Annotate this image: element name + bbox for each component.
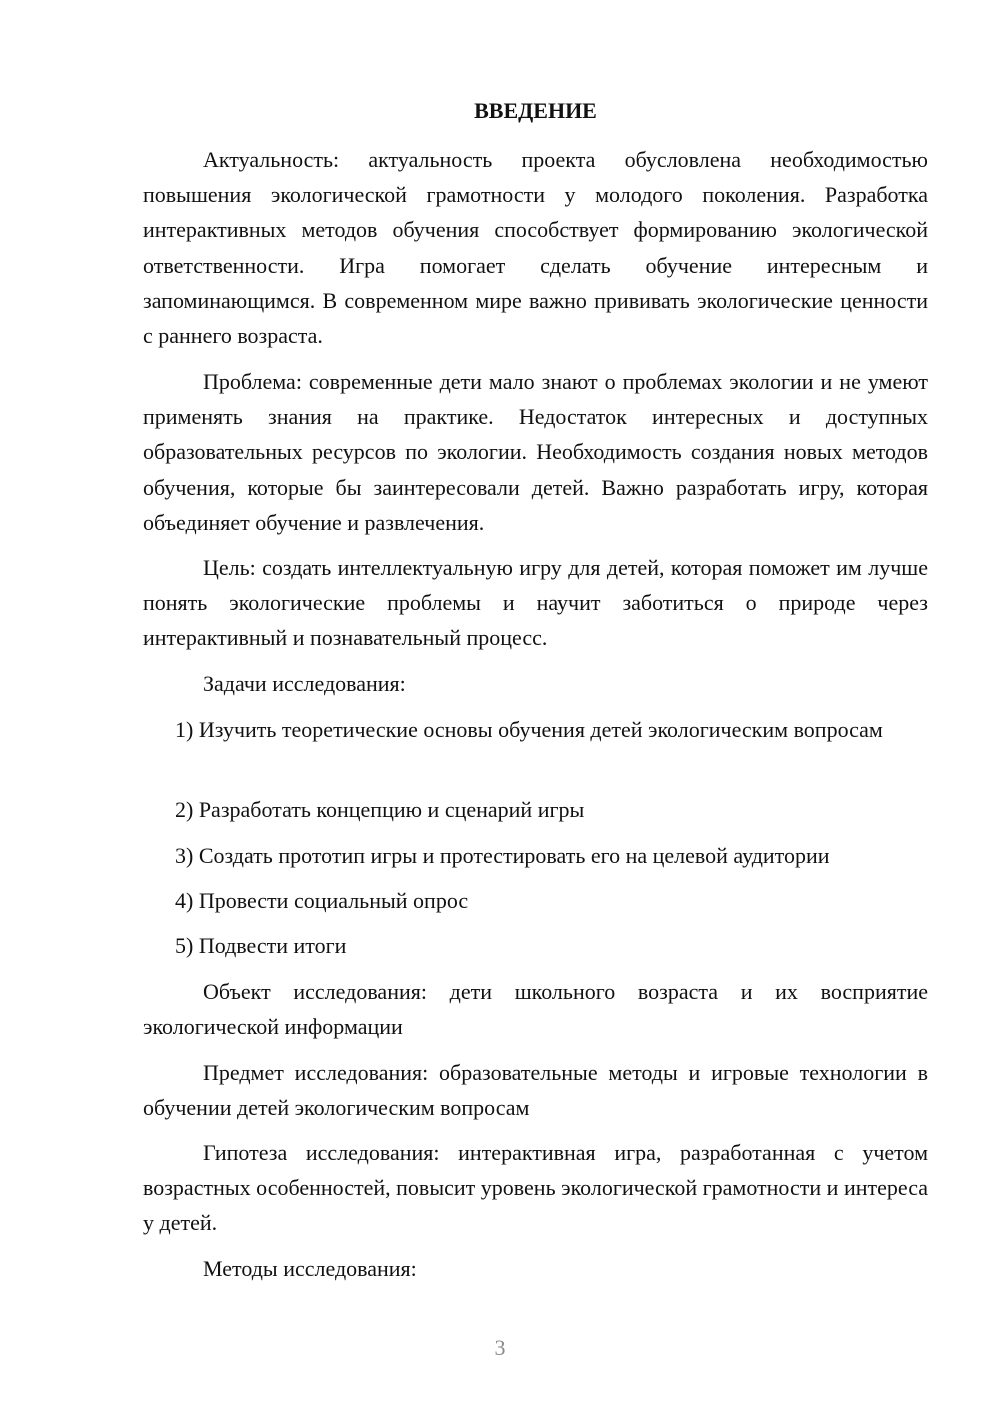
methods-heading: Методы исследования: [203, 1256, 417, 1281]
hypothesis-paragraph: Гипотеза исследования: интерактивная игра, разработанная с учетом возрастных особенностей, повысит уровень экологической грамотности и интереса у детей. [143, 1140, 928, 1236]
task-item-3: 3) Создать прототип игры и протестировать его на целевой аудитории [175, 843, 830, 868]
subject-paragraph: Предмет исследования: образовательные методы и игровые технологии в обучении детей экологическим вопросам [143, 1060, 928, 1121]
task-item-5: 5) Подвести итоги [175, 933, 347, 958]
task-item-4: 4) Провести социальный опрос [175, 888, 469, 913]
page-title: ВВЕДЕНИЕ [474, 98, 597, 123]
task-item-2: 2) Разработать концепцию и сценарий игры [175, 797, 585, 822]
page-number: 3 [494, 1335, 506, 1360]
problem-paragraph: Проблема: современные дети мало знают о проблемах экологии и не умеют применять знания на практике. Недостаток интересных и доступных образовательных ресурсов по экологии. Необходимость создания новых методов обучения, которые бы заинтересовали детей. Важно разработать игру, которая объединяет обучение и развлечения. [143, 369, 928, 535]
object-paragraph: Объект исследования: дети школьного возраста и их восприятие экологической информации [143, 979, 928, 1040]
task-item-1: 1) Изучить теоретические основы обучения детей экологическим вопросам [175, 717, 883, 742]
tasks-heading: Задачи исследования: [203, 671, 406, 696]
goal-paragraph: Цель: создать интеллектуальную игру для детей, которая поможет им лучше понять экологические проблемы и научит заботиться о природе через интерактивный и познавательный процесс. [143, 555, 928, 651]
relevance-paragraph: Актуальность: актуальность проекта обусловлена необходимостью повышения экологической грамотности у молодого поколения. Разработка интерактивных методов обучения способствует формированию экологической ответственности. Игра помогает сделать обучение интересным и запоминающимся. В современном мире важно прививать экологические ценности с раннего возраста. [143, 147, 928, 349]
